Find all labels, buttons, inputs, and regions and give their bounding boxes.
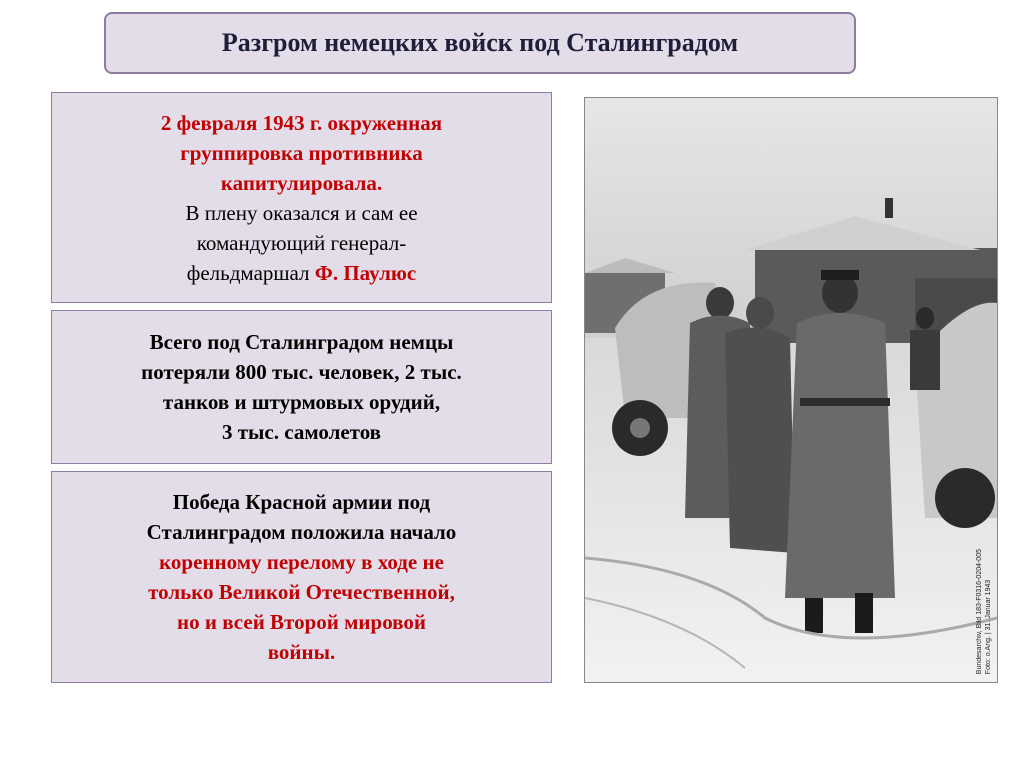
info-panel-losses	[51, 310, 552, 464]
panel1-line1: 2 февраля 1943 г. окруженная	[160, 110, 443, 135]
info-panel-victory	[51, 471, 552, 683]
panel2-line1: Всего под Сталинградом немцы	[149, 330, 454, 354]
historical-photo	[584, 97, 998, 683]
photo-caption-line1: Bundesarchiv, Bild 183-F0316-0204-005	[976, 548, 983, 674]
panel2-line2: потеряли 800 тыс. человек, 2 тыс.	[141, 360, 462, 384]
panel3-line1: Победа Красной армии под	[172, 490, 431, 514]
panel3-line5: но и всей Второй мировой	[177, 610, 426, 634]
panel3-line6: войны.	[267, 640, 336, 664]
panel2-line4: 3 тыс. самолетов	[221, 420, 382, 444]
panel2-line3: танков и штурмовых орудий,	[162, 390, 441, 414]
title-box	[104, 12, 856, 74]
panel1-line4: В плену оказался и сам ее	[185, 200, 418, 225]
page-title: Разгром немецких войск под Сталинградом	[221, 28, 739, 57]
paulus-name: Ф. Паулюс	[314, 260, 417, 285]
info-panel-capitulation	[51, 92, 552, 303]
photo-caption	[975, 549, 993, 674]
panel3-line2: Сталинградом положила начало	[146, 520, 457, 544]
photo-caption-line2: Foto: o.Ang. | 31. Januar 1943	[985, 579, 992, 674]
panel1-line5: командующий генерал-	[196, 230, 407, 255]
panel1-line2: группировка противника	[180, 140, 423, 165]
photo-illustration	[585, 98, 997, 682]
panel1-line6	[52, 258, 551, 288]
panel3-line3: коренному перелому в ходе не	[159, 550, 444, 574]
panel1-line6-prefix: фельдмаршал	[186, 260, 315, 285]
panel3-line4: только Великой Отечественной,	[148, 580, 455, 604]
panel1-line3: капитулировала.	[220, 170, 383, 195]
